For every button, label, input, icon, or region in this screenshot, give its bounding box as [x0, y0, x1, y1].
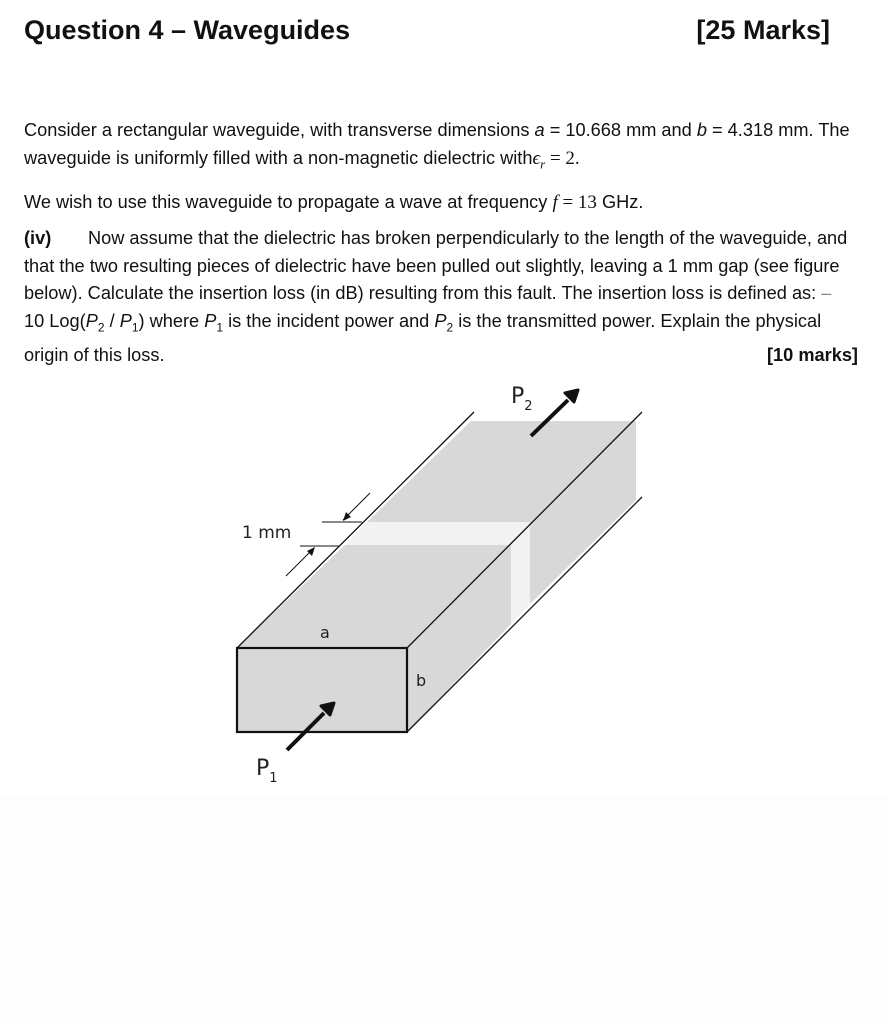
- epsilon-symbol: ϵ: [532, 147, 541, 169]
- freq-unit: GHz.: [596, 192, 644, 212]
- question-marks: [10 marks]: [767, 344, 858, 365]
- total-marks: [25 Marks]: [696, 15, 830, 45]
- p1-symbol-2: P: [204, 310, 217, 331]
- p2-symbol-2: P: [434, 310, 447, 331]
- p1-label: $P_1$: [256, 756, 278, 786]
- p1-subscript-2: 1: [216, 320, 224, 335]
- freq-value: = 13: [557, 192, 597, 213]
- frequency-paragraph: [24, 189, 854, 217]
- question-iv-paragraph: [24, 225, 858, 369]
- question-text-1: Now assume that the dielectric has broken perpendicularly to the length of the waveguide, and that the two resulting pieces of dielectric have been pulled out slightly, leaving a 1 mm gap (see figure below). Calculate the insertion loss (in dB) resulting from this fault. The insertion loss is defined as:: [24, 228, 848, 303]
- question-text-2: 10 Log(: [24, 310, 86, 331]
- question-title: Question 4 – Waveguides: [24, 15, 351, 45]
- intro-paragraph: [24, 117, 854, 178]
- epsilon-subscript: r: [540, 156, 546, 172]
- intro-text-2: = 10.668 mm and: [544, 120, 697, 140]
- p2-symbol: P: [85, 310, 98, 331]
- p2-subscript: 2: [97, 320, 105, 335]
- question-text-4: is the incident power and: [223, 310, 435, 331]
- question-text-3: ) where: [138, 310, 205, 331]
- slash: /: [104, 310, 120, 331]
- var-b: b: [696, 120, 707, 140]
- gap-label: 1 mm: [242, 523, 292, 543]
- dimension-a-label: a: [320, 623, 330, 642]
- page-bottom-tint: [0, 796, 888, 1024]
- var-a: a: [534, 120, 545, 140]
- dimension-b-label: b: [416, 671, 427, 690]
- var-f: f: [552, 192, 558, 213]
- minus-sign: –: [821, 283, 832, 303]
- question-label: (iv): [24, 228, 52, 248]
- epsilon-value: = 2.: [545, 147, 580, 169]
- front-face: [237, 648, 407, 732]
- dim-arrowhead-lower: [307, 547, 315, 556]
- p1-symbol: P: [119, 310, 132, 331]
- freq-text: We wish to use this waveguide to propagate a wave at frequency: [24, 192, 553, 212]
- p2-label: $P_2$: [511, 384, 533, 414]
- gap-strip-top: [345, 522, 530, 545]
- waveguide-figure: [0, 370, 888, 800]
- question-text-5: is the transmitted power. Explain the physical origin of this loss.: [24, 310, 822, 365]
- intro-text-1: Consider a rectangular waveguide, with transverse dimensions: [24, 120, 535, 140]
- p2-subscript-2: 2: [446, 320, 454, 335]
- intro-text-3: = 4.318 mm. The waveguide is uniformly filled with a non-magnetic dielectric with: [24, 120, 850, 168]
- p1-subscript: 1: [131, 320, 139, 335]
